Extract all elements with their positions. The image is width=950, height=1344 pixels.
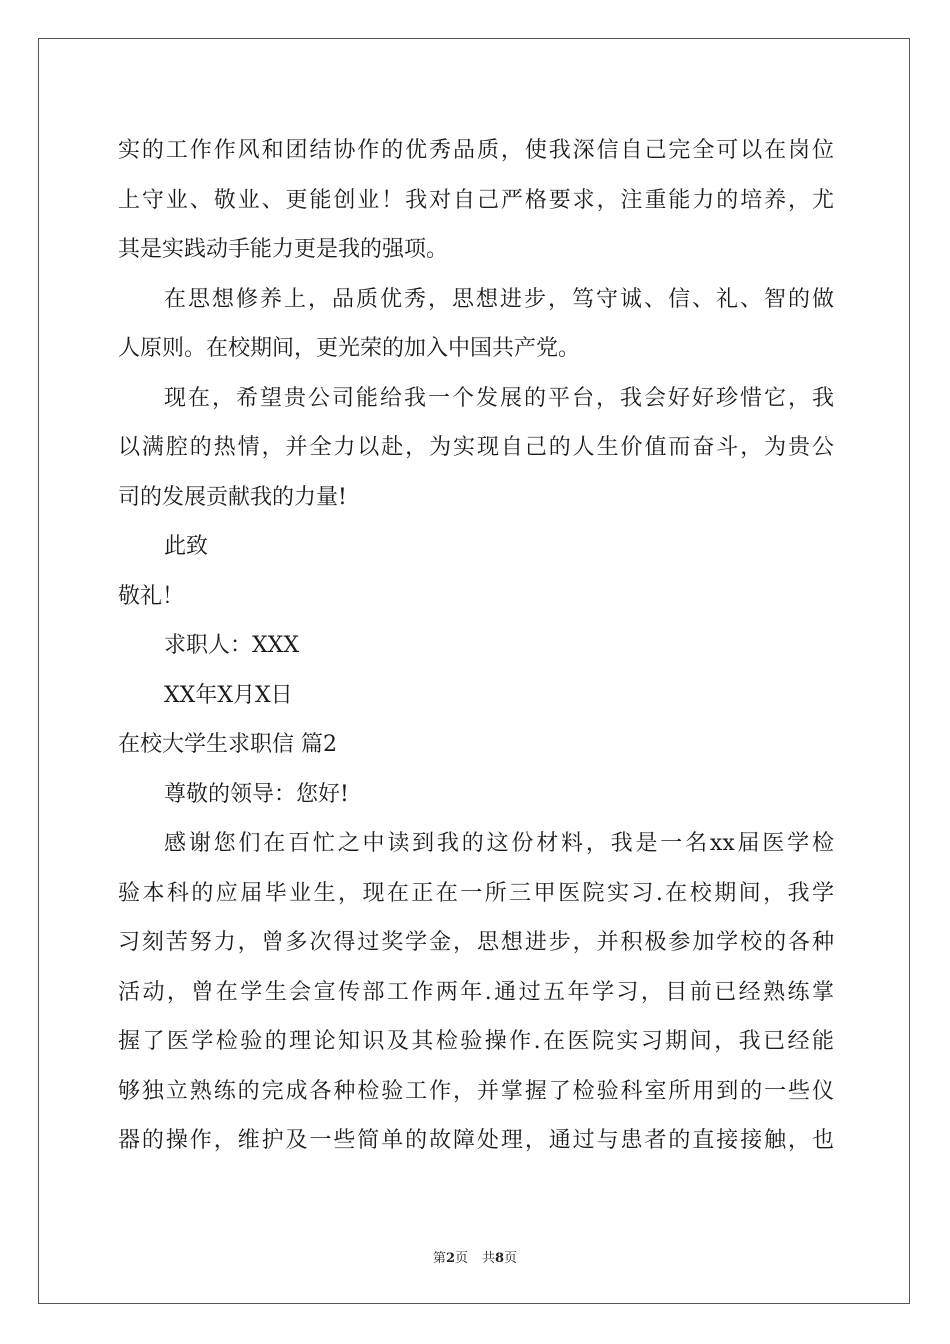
text-line: 以满腔的热情，并全力以赴，为实现自己的人生价值而奋斗，为贵公 [118, 435, 834, 460]
greeting: 尊敬的领导：您好! [164, 781, 349, 807]
text-line: 感谢您们在百忙之中读到我的这份材料，我是一名xx届医学检 [164, 831, 834, 856]
text-line: 握了医学检验的理论知识及其检验操作.在医院实习期间，我已经能 [118, 1029, 834, 1054]
closing-regards: 敬礼！ [118, 583, 185, 609]
signature-applicant: 求职人：XXX [164, 633, 299, 658]
total-pages: 8 [495, 1251, 505, 1266]
text-line: 实的工作作风和团结协作的优秀品质，使我深信自己完全可以在岗位 [118, 138, 834, 163]
text-line: 习刻苦努力，曾多次得过奖学金，思想进步，并积极参加学校的各种 [118, 930, 834, 955]
text-line: 在思想修养上，品质优秀，思想进步，笃守诚、信、礼、智的做 [164, 286, 834, 312]
text-line: 人原则。在校期间，更光荣的加入中国共产党。 [118, 336, 581, 361]
text-line: 上守业、敬业、更能创业！我对自己严格要求，注重能力的培养，尤 [118, 187, 834, 213]
text-line: 验本科的应届毕业生，现在正在一所三甲医院实习.在校期间，我学 [118, 880, 834, 906]
page-number: 2 [445, 1251, 455, 1266]
total-suffix: 页 [504, 1251, 518, 1266]
section-title: 在校大学生求职信 篇2 [118, 732, 337, 757]
text-line: 现在，希望贵公司能给我一个发展的平台，我会好好珍惜它，我 [164, 385, 834, 411]
page-suffix: 页 [454, 1251, 468, 1266]
text-line: 其是实践动手能力更是我的强项。 [118, 237, 449, 262]
text-line: 器的操作，维护及一些简单的故障处理，通过与患者的直接接触，也 [118, 1128, 834, 1153]
text-line: 够独立熟练的完成各种检验工作，并掌握了检验科室所用到的一些仪 [118, 1078, 834, 1104]
total-prefix: 共 [482, 1251, 496, 1266]
page-footer [0, 1247, 950, 1266]
text-line: 司的发展贡献我的力量! [118, 484, 347, 510]
document-body [118, 126, 834, 1166]
closing-salutation: 此致 [164, 534, 209, 559]
page-prefix: 第 [432, 1251, 446, 1266]
signature-date: XX年X月X日 [164, 682, 293, 708]
text-line: 活动，曾在学生会宣传部工作两年.通过五年学习，目前已经熟练掌 [118, 979, 834, 1005]
